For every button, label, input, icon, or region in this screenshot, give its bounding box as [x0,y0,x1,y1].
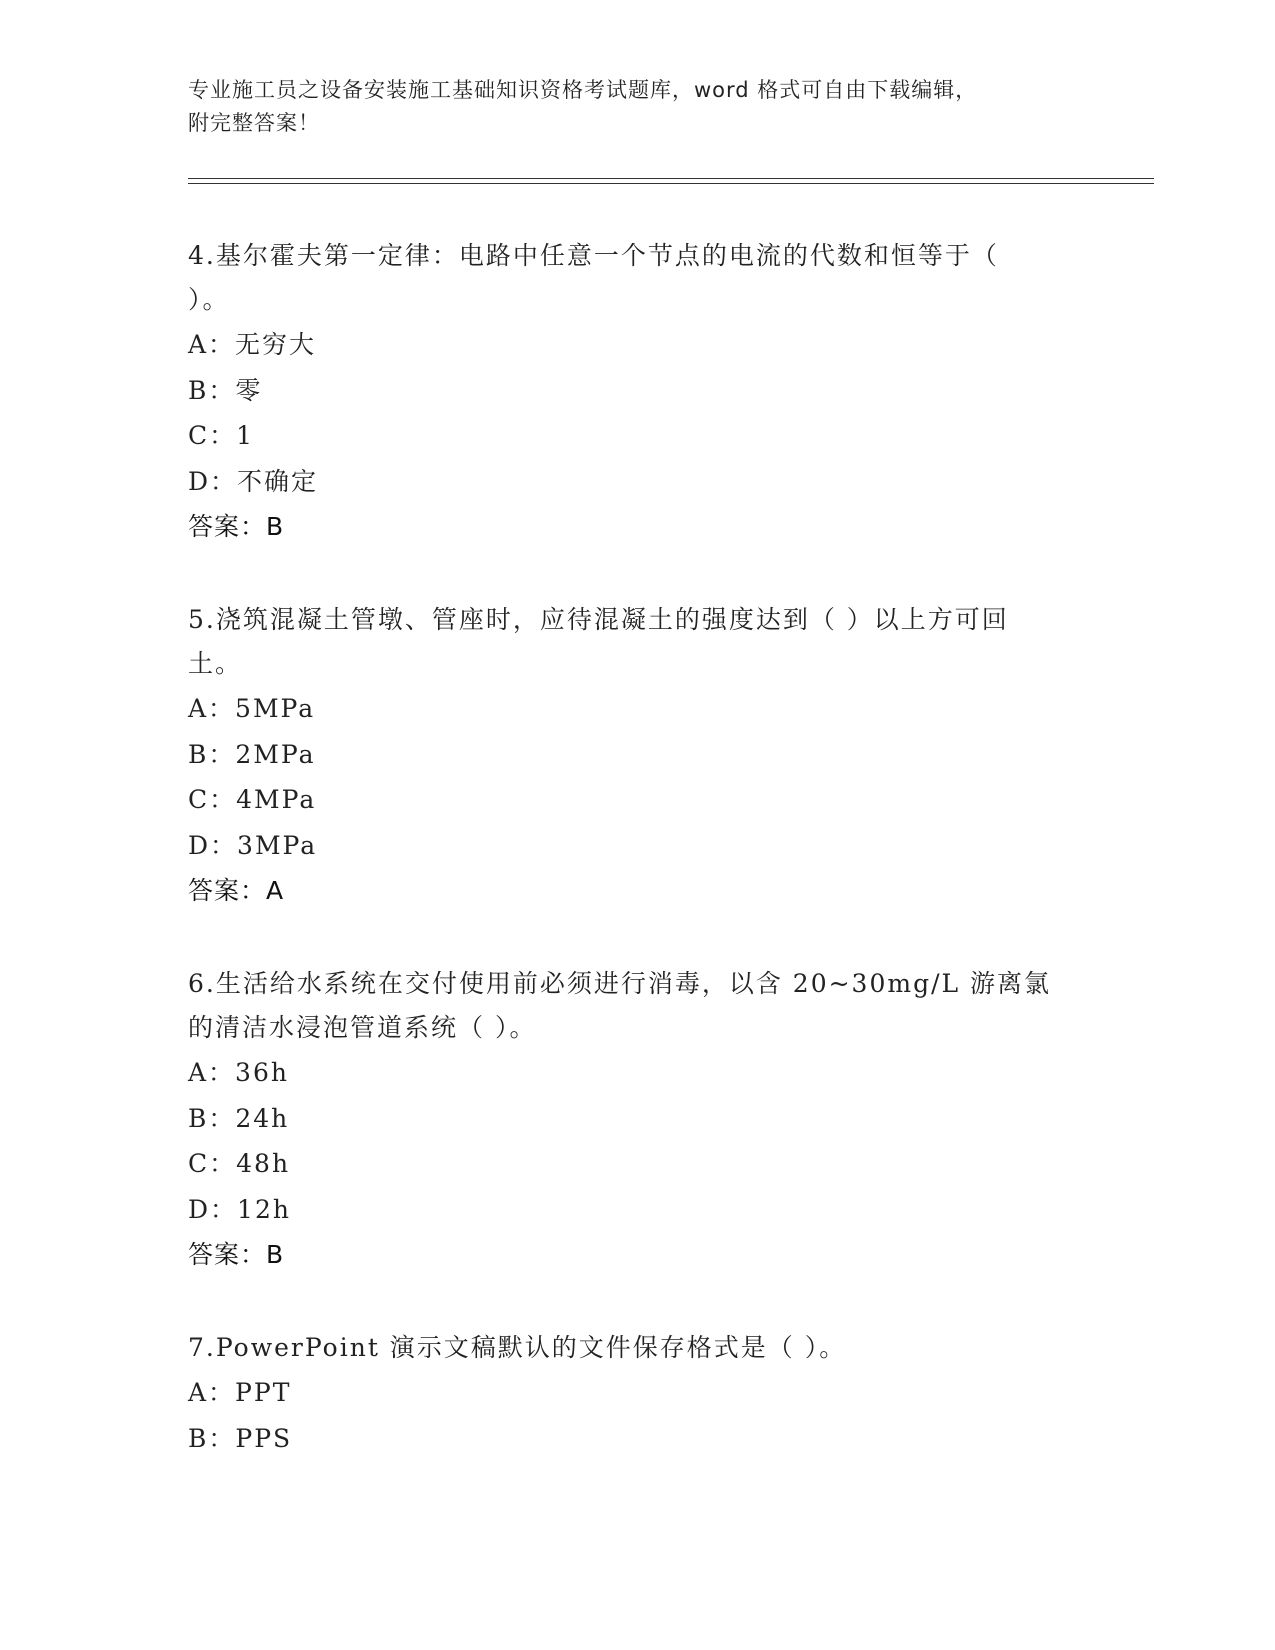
option-d: D：12h [188,1194,291,1224]
header-divider-top [188,178,1154,179]
option-b: B：2MPa [188,739,316,769]
option-c: C：4MPa [188,785,317,814]
header-divider-bottom [188,183,1154,184]
option-a: A：无穷大 [188,330,317,359]
question-stem-line-1: 4.基尔霍夫第一定律：电路中任意一个节点的电流的代数和恒等于（ [188,241,999,270]
option-a: A：5MPa [188,694,316,723]
question-stem-line-2: 的清洁水浸泡管道系统（ ）。 [188,1013,537,1042]
document-header [188,74,1068,140]
question-stem-line-2: ）。 [188,285,230,314]
option-d: D：3MPa [188,830,318,860]
option-c: C：48h [188,1149,291,1178]
header-line-1: 专业施工员之设备安装施工基础知识资格考试题库，word 格式可自由下载编辑， [188,78,978,102]
question-stem-line-1: 6.生活给水系统在交付使用前必须进行消毒，以含 20~30mg/L 游离氯 [188,969,1052,998]
answer-line: 答案：B [188,1240,285,1269]
question-stem-line-1: 5.浇筑混凝土管墩、管座时，应待混凝土的强度达到（ ）以上方可回 [188,605,1009,634]
header-line-2: 附完整答案！ [188,111,320,135]
question-stem [188,234,1068,322]
question-stem [188,962,1068,1050]
question-stem [188,598,1068,686]
question-6 [188,962,1068,1277]
question-7 [188,1326,1068,1461]
question-5 [188,598,1068,913]
question-stem-line-1: 7.PowerPoint 演示文稿默认的文件保存格式是（ ）。 [188,1333,847,1362]
option-a: A：PPT [188,1378,292,1407]
option-d: D：不确定 [188,466,319,496]
question-4 [188,234,1068,549]
option-a: A：36h [188,1058,289,1087]
answer-line: 答案：A [188,876,285,905]
answer-line: 答案：B [188,512,285,541]
option-c: C：1 [188,421,255,450]
option-b: B：24h [188,1103,290,1133]
question-stem [188,1326,1068,1370]
option-b: B：零 [188,375,263,405]
option-b: B：PPS [188,1423,293,1453]
question-stem-line-2: 土。 [188,649,243,678]
